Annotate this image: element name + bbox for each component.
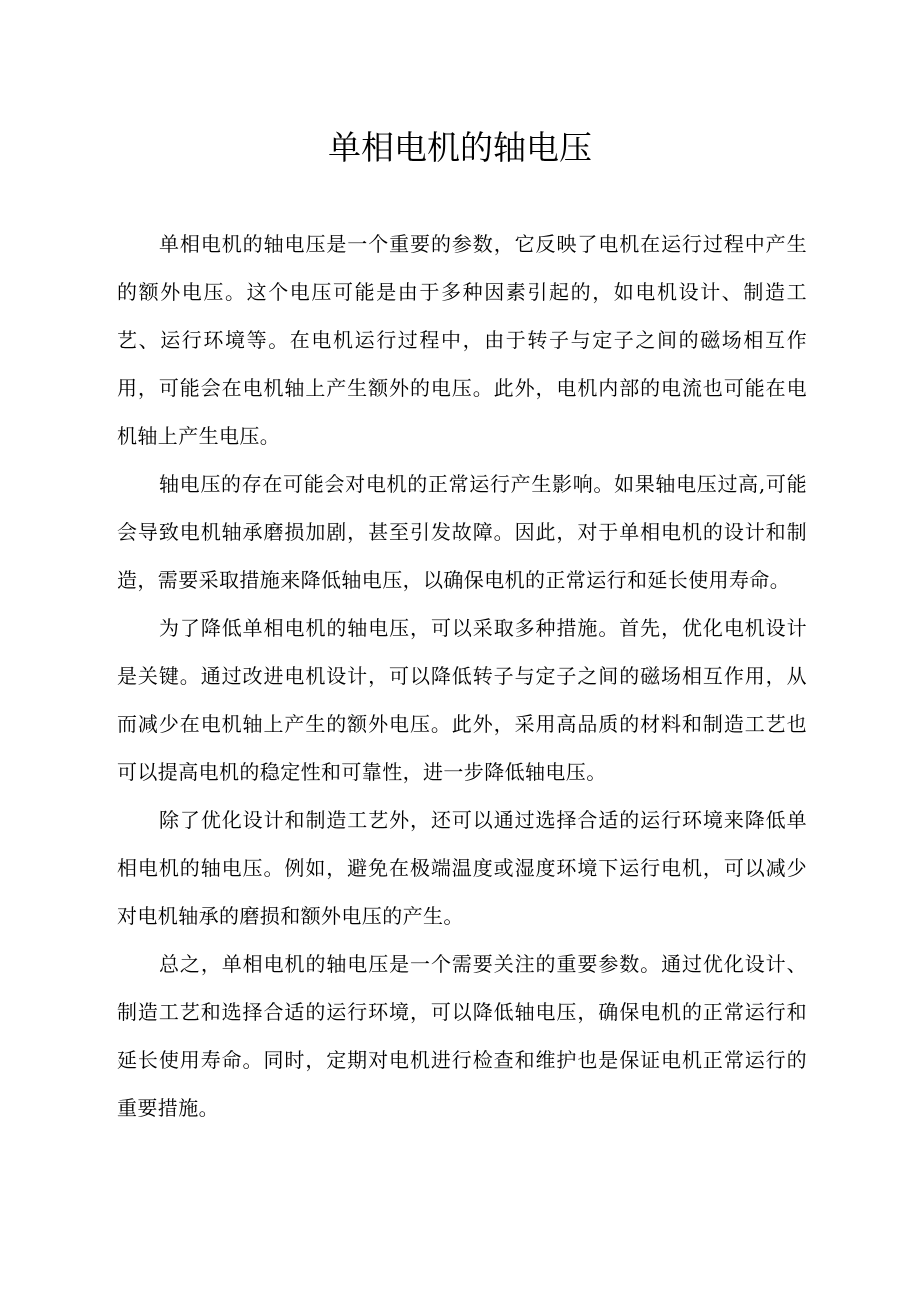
paragraph-1: 单相电机的轴电压是一个重要的参数，它反映了电机在运行过程中产生的额外电压。这个电压可能是由于多种因素引起的，如电机设计、制造工艺、运行环境等。在电机运行过程中，由于转子与定子之间的磁场相互作用，可能会在电机轴上产生额外的电压。此外，电机内部的电流也可能在电机轴上产生电压。 [117,232,807,448]
document-body [117,220,807,1132]
paragraph-2: 轴电压的存在可能会对电机的正常运行产生影响。如果轴电压过高,可能会导致电机轴承磨损加剧，甚至引发故障。因此，对于单相电机的设计和制造，需要采取措施来降低轴电压，以确保电机的正常运行和延长使用寿命。 [117,472,807,592]
paragraph-5: 总之，单相电机的轴电压是一个需要关注的重要参数。通过优化设计、制造工艺和选择合适的运行环境，可以降低轴电压，确保电机的正常运行和延长使用寿命。同时，定期对电机进行检查和维护也是保证电机正常运行的重要措施。 [117,952,807,1120]
document-title: 单相电机的轴电压 [328,128,592,167]
paragraph-3: 为了降低单相电机的轴电压，可以采取多种措施。首先，优化电机设计是关键。通过改进电机设计，可以降低转子与定子之间的磁场相互作用，从而减少在电机轴上产生的额外电压。此外，采用高品质的材料和制造工艺也可以提高电机的稳定性和可靠性，进一步降低轴电压。 [117,616,807,784]
paragraph-4: 除了优化设计和制造工艺外，还可以通过选择合适的运行环境来降低单相电机的轴电压。例如，避免在极端温度或湿度环境下运行电机，可以减少对电机轴承的磨损和额外电压的产生。 [117,808,807,928]
